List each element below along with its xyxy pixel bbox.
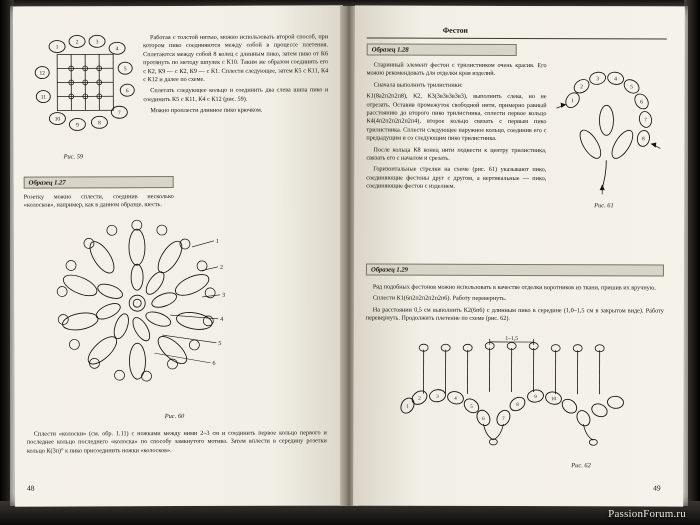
sample-1-29-text (366, 283, 664, 327)
paragraph: Сначала выполнить трилистники: (373, 81, 463, 89)
svg-text:8: 8 (642, 136, 645, 143)
svg-text:12: 12 (39, 70, 45, 77)
figure-62-caption: Рис. 62 (571, 462, 591, 470)
paragraph: Можно проплести длинное пико крючком. (150, 106, 263, 115)
paragraph: Сплетать следующее кольцо и соединить два слева шипа пико и соединить К5 с К11, К4 с К12 (рис. 59). (143, 86, 329, 103)
svg-text:9: 9 (76, 122, 79, 129)
paragraph: Розетку можно сплести, соединив несколько «колосков», например, как в данном образце, шесть. (23, 193, 174, 210)
sample-1-28-text (366, 61, 546, 194)
sample-1-29-heading: Образец 1.29 (366, 263, 664, 276)
watermark (608, 508, 686, 520)
paragraph: Старинный элемент фестон с трилистником очень красив. Его можно рекомендовать для отделки края изделий. (366, 61, 547, 78)
svg-text:4: 4 (115, 46, 119, 53)
svg-text:3: 3 (95, 39, 99, 46)
svg-text:1–1,5: 1–1,5 (505, 335, 519, 342)
svg-text:10: 10 (550, 397, 557, 403)
svg-text:2: 2 (220, 264, 224, 271)
svg-text:7: 7 (644, 117, 647, 124)
paragraph: К1(8а2п2п2п8), К2, К3(3в3в3в3в3), выполнить слева, но не отрезать. Оставив промежуток свободной нити, примерно равный расстоянию до второго пико трилистника, сплести первое кольцо К4(4п2п2п2п2п2п4), второе кольцо связать с первым пико трилистника. Сплести следующее наружное кольцо, соединив его с предыдущим и со следующим пико трилистника. (366, 92, 547, 143)
section-title-feston: Фестон (442, 25, 468, 35)
svg-text:2: 2 (418, 396, 421, 402)
svg-text:3: 3 (596, 76, 599, 83)
svg-text:6: 6 (125, 88, 129, 95)
left-page-top-text (143, 33, 328, 118)
svg-text:2: 2 (75, 39, 79, 46)
svg-text:1: 1 (55, 44, 59, 51)
svg-text:1: 1 (406, 404, 409, 410)
paragraph: Горизонтальные стрелки на схеме (рис. 61) указывают пико, соединяющие фестоны друг с другом, а вертикальные — пико, соединяющие фестон с изделием. (366, 165, 547, 191)
svg-text:1: 1 (571, 98, 574, 105)
svg-text:5: 5 (630, 84, 633, 91)
svg-text:7: 7 (118, 110, 121, 117)
open-book (10, 6, 688, 506)
figure-61-diagram (550, 68, 668, 198)
watermark-text: PassionForum.ru (608, 508, 686, 520)
svg-text:11: 11 (40, 94, 46, 101)
svg-text:2: 2 (580, 84, 583, 91)
figure-59-caption: Рис. 59 (63, 153, 84, 161)
paragraph: После кольца К8 конец нити подвести к центру трилистника, связать его с началом и срезать. (366, 146, 547, 162)
svg-text:9: 9 (534, 395, 537, 401)
paragraph: Работая с толстой нитью, можно использовать второй способ, при котором пико соединяются между собой в процессе плетения. Сплетаются между собой 8 колец с длинным пико, затем пико от К6 протянуть по методу шпулек с К10. Таким же образом соединить его с К2, К9 — с К2, К9 — с К1. Сплести следующее, затем К5 с К11, К4 с К12 и далее по схеме. (143, 33, 329, 84)
svg-text:6: 6 (640, 99, 643, 106)
svg-text:6: 6 (212, 360, 216, 367)
svg-text:8: 8 (516, 402, 519, 408)
svg-text:5: 5 (123, 66, 127, 73)
svg-text:7: 7 (502, 416, 505, 422)
figure-59-diagram (29, 32, 142, 152)
paragraph: На расстоянии 0,5 см выполнить К2(6п6) с длинным пико в середине (1,0–1,5 см в закрытом виде). Работу перевернуть. Продолжить плетение по схеме (рис. 62). (365, 306, 664, 323)
sample-1-27-heading: Образец 1.27 (24, 176, 174, 189)
right-page-number: 49 (653, 483, 661, 493)
svg-text:5: 5 (218, 340, 222, 347)
paragraph: Сплести «колоски» (см. обр. 1.11) с ножками между ними 2–3 см и соединить первое кольцо первого и последнее кольцо последнего «колоска» по способу замкнутого мотива. Затем вплести в середину розетки кольцо К(3п)° к пико присоединить ножки «колосков». (26, 429, 327, 455)
left-page-number: 48 (26, 483, 35, 493)
paragraph: Ряд подобных фестонов можно использовать в качестве отделки воротников из ткани, пришив их вручную. (372, 283, 656, 292)
left-page-bottom-text (27, 429, 327, 459)
svg-text:3: 3 (436, 394, 439, 400)
svg-text:3: 3 (222, 292, 226, 299)
figure-61-caption: Рис. 61 (594, 202, 614, 210)
section-rule (367, 37, 667, 39)
svg-text:6: 6 (482, 416, 485, 422)
right-page (353, 5, 685, 506)
svg-text:4: 4 (220, 316, 224, 323)
figure-60-caption: Рис. 60 (164, 412, 185, 421)
svg-text:1: 1 (215, 238, 219, 245)
paragraph: Сплести К1(6п2п2п2п2п2п6). Работу перевернуть. (372, 294, 507, 303)
svg-text:8: 8 (98, 120, 101, 127)
figure-60-rosette-drawing (42, 211, 233, 397)
figure-62-diagram (393, 336, 633, 455)
sample-1-28-heading: Образец 1.28 (367, 43, 517, 56)
svg-text:4: 4 (614, 76, 617, 83)
left-page (13, 5, 345, 506)
svg-text:5: 5 (470, 404, 473, 410)
svg-text:10: 10 (54, 116, 61, 123)
svg-text:4: 4 (454, 396, 457, 402)
